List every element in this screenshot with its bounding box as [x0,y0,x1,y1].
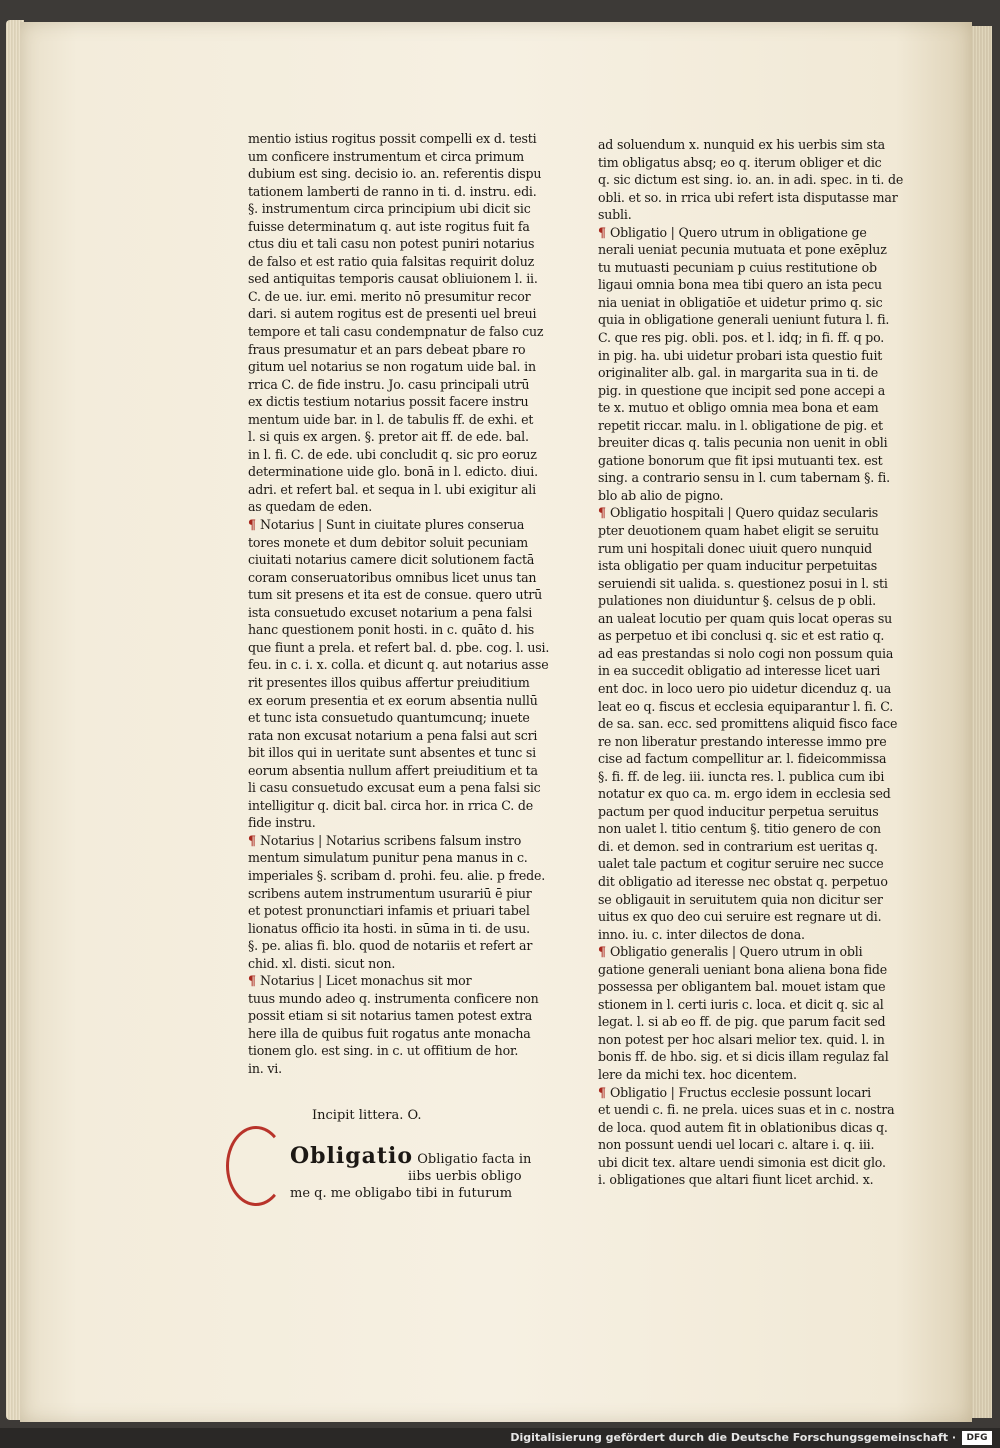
text-line: q. sic dictum est sing. io. an. in adi. spec. in ti. de [598,172,904,188]
opening-text-1: Obligatio facta in [417,1152,532,1167]
rubric-pilcrow: ¶ [598,1084,610,1100]
text-line: non ualet l. titio centum §. titio genero de con [598,821,881,837]
line-text: Obligatio | Fructus ecclesie possunt locari [610,1084,871,1100]
text-line: mentio istius rogitus possit compelli ex d. testi [248,131,537,146]
text-line: se obligauit in seruitutem quia non dicitur ser [598,891,883,907]
rubric-pilcrow: ¶ [248,517,260,533]
text-line: dari. si autem rogitus est de presenti uel breui [248,306,537,322]
text-line: uitus ex quo deo cui seruire est regnare ut di. [598,909,882,925]
text-line: rit presentes illos quibus affertur preiuditium [248,674,530,690]
text-line: notatur ex quo ca. m. ergo idem in ecclesia sed [598,786,891,802]
left-text-column [248,130,550,1078]
text-line: eorum absentia nullum affert preiuditium et ta [248,762,538,778]
text-line: et uendi c. fi. ne prela. uices suas et in c. nostra [598,1102,895,1118]
text-line: tempore et tali casu condempnatur de falso cuz [248,324,544,340]
text-line [598,943,888,961]
text-line: gitum uel notarius se non rogatum uide bal. in [248,359,536,375]
text-line: et tunc ista consuetudo quantumcunq; inuete [248,710,530,726]
line-text: Notarius | Licet monachus sit mor [260,973,472,989]
text-line: as quedam de eden. [248,499,373,515]
text-line: ad eas prestandas si nolo cogi non possum quia [598,645,894,661]
text-line: pactum per quod inducitur perpetua seruitus [598,803,879,819]
incipit-heading [312,1108,422,1123]
text-line: intelligitur q. dicit bal. circa hor. in rrica C. de [248,797,534,813]
text-line: determinatione uide glo. bonā in l. edicto. diui. [248,464,538,480]
rubric-pilcrow: ¶ [248,832,260,848]
text-line: §. instrumentum circa principium ubi dicit sic [248,201,531,217]
text-line: stionem in l. certi iuris c. loca. et dicit q. sic al [598,996,884,1012]
text-line: pig. in questione que incipit sed pone accepi a [598,382,886,398]
footer-credit: Digitalisierung gefördert durch die Deutsche Forschungsgemeinschaft · [510,1431,956,1444]
opening-word: Obligatio [290,1143,414,1169]
text-line: rata non excusat notarium a pena falsi aut scri [248,727,538,743]
text-line: ista consuetudo excuset notarium a pena falsi [248,604,533,620]
text-line: blo ab alio de pigno. [598,487,724,503]
text-line: repetit riccar. malu. in l. obligatione de pig. et [598,417,883,433]
text-line: ctus diu et tali casu non potest puniri notarius [248,236,535,252]
text-line: fide instru. [248,815,316,831]
text-line: C. de ue. iur. emi. merito nō presumitur recor [248,288,531,304]
text-line: ualet tale pactum et cogitur seruire nec succe [598,856,884,872]
text-line: non potest per hoc alsari melior tex. quid. l. in [598,1031,885,1047]
text-line [248,972,538,990]
text-line: l. si quis ex argen. §. pretor ait ff. de ede. bal. [248,429,529,445]
text-line: an ualeat locutio per quam quis locat operas su [598,610,893,626]
text-line [248,832,538,850]
text-line [598,1084,888,1102]
text-line: ex dictis testium notarius possit facere instru [248,394,529,410]
text-line: chid. xl. disti. sicut non. [248,955,396,971]
text-line: tationem lamberti de ranno in ti. d. instru. edi. [248,183,537,199]
text-line: non possunt uendi uel locari c. altare i. q. iii. [598,1137,875,1153]
text-line: fuisse determinatum q. aut iste rogitus fuit fa [248,218,530,234]
rubric-pilcrow: ¶ [598,224,610,240]
text-line: fraus presumatur et an pars debeat pbare ro [248,341,526,357]
incipit-text: Incipit littera. O. [312,1108,422,1123]
text-line: §. pe. alias fi. blo. quod de notariis et refert ar [248,938,533,954]
text-line: quia in obligatione generali ueniunt futura l. fi. [598,312,890,328]
text-line: nerali ueniat pecunia mutuata et pone exēpluz [598,242,887,258]
text-line: here illa de quibus fuit rogatus ante monacha [248,1025,531,1041]
text-line: subli. [598,207,632,223]
text-line: in pig. ha. ubi uidetur probari ista questio fuit [598,347,883,363]
text-line: que fiunt a prela. et refert bal. d. pbe. cog. l. usi. [248,639,550,655]
text-line: scribens autem instrumentum usurariū ē piur [248,885,532,901]
text-line: gatione generali ueniant bona aliena bona fide [598,961,888,977]
dfg-logo-icon: DFG [962,1431,992,1445]
text-line: bit illos qui in ueritate sunt absentes et tunc si [248,745,537,761]
text-line: ad soluendum x. nunquid ex his uerbis sim sta [598,137,885,152]
text-line: rrica C. de fide instru. Jo. casu principali utrū [248,376,530,392]
text-line [248,516,538,534]
text-line: coram conseruatoribus omnibus licet unus tan [248,569,537,585]
text-line: tim obligatus absq; eo q. iterum obliger et dic [598,154,882,170]
text-line: sed antiquitas temporis causat obliuionem l. ii. [248,271,538,287]
text-line: ista obligatio per quam inducitur perpetuitas [598,558,878,574]
text-line: li casu consuetudo excusat eum a pena falsi sic [248,780,541,796]
line-text: Obligatio hospitali | Quero quidaz secularis [610,505,879,521]
text-line: lionatus officio ita hosti. in sūma in ti. de usu. [248,920,530,936]
text-line: mentum uide bar. in l. de tabulis ff. de exhi. et [248,411,534,427]
text-line: tu mutuasti pecuniam p cuius restitutione ob [598,259,877,275]
right-text-column [598,136,904,1189]
text-line: de falso et est ratio quia falsitas requirit doluz [248,253,535,269]
text-line: gatione bonorum que fit ipsi mutuanti tex. est [598,452,883,468]
text-line: hanc questionem ponit hosti. in c. quāto d. his [248,622,534,638]
text-line: i. obligationes que altari fiunt licet archid. x. [598,1172,874,1188]
text-line: dubium est sing. decisio io. an. referentis dispu [248,166,542,182]
opening-paragraph [290,1143,532,1202]
text-line: as perpetuo et ibi conclusi q. sic et est ratio q. [598,628,885,644]
text-line: ligaui omnia bona mea tibi quero an ista pecu [598,277,882,293]
text-line: tuus mundo adeo q. instrumenta conficere non [248,990,539,1006]
text-line: nia ueniat in obligatiōe et uidetur primo q. sic [598,294,883,310]
text-line: et potest pronunctiari infamis et priuari tabel [248,903,530,919]
text-line: in ea succedit obligatio ad interesse licet uari [598,663,881,679]
text-line [598,504,888,522]
book-page-edges-right [972,26,992,1418]
text-line: ciuitati notarius camere dicit solutionem factā [248,552,535,568]
text-line: possessa per obligantem bal. mouet istam que [598,979,886,995]
text-line: rum uni hospitali donec uiuit quero nunquid [598,540,873,556]
text-line: ex eorum presentia et ex eorum absentia nullū [248,692,538,708]
text-line: cise ad factum compellitur ar. l. fideicommissa [598,751,887,767]
rubric-pilcrow: ¶ [248,973,260,989]
text-line: tores monete et dum debitor soluit pecuniam [248,534,529,550]
text-line: adri. et refert bal. et sequa in l. ubi exigitur ali [248,481,536,497]
text-line: feu. in c. i. x. colla. et dicunt q. aut notarius asse [248,657,549,673]
text-line: sing. a contrario sensu in l. cum tabernam §. fi. [598,470,890,486]
text-line: legat. l. si ab eo ff. de pig. que parum facit sed [598,1014,886,1030]
text-line: possit etiam si sit notarius tamen potest extra [248,1008,533,1024]
text-line: bonis ff. de hbo. sig. et si dicis illam regulaz fal [598,1049,889,1065]
text-line: originaliter alb. gal. in margarita sua in ti. de [598,365,878,381]
text-line: breuiter dicas q. talis pecunia non uenit in obli [598,435,888,451]
text-line: pter deuotionem quam habet eligit se seruitu [598,523,879,539]
text-line: seruiendi sit ualida. s. questionez posui in l. sti [598,575,888,591]
opening-line-3: me q. me obligabo tibi in futurum [290,1186,513,1201]
footer-bar [0,1428,1000,1448]
text-line: di. et demon. sed in contrarium est ueritas q. [598,838,878,854]
text-line: um conficere instrumentum et circa primum [248,148,524,164]
text-line: pulationes non diuiduntur §. celsus de p obli. [598,593,876,609]
rubric-pilcrow: ¶ [598,944,610,960]
line-text: Obligatio | Quero utrum in obligatione ge [610,224,867,240]
text-line: obli. et so. in rrica ubi refert ista disputasse mar [598,189,898,205]
line-text: Notarius | Sunt in ciuitate plures conserua [260,517,525,533]
text-line: de sa. san. ecc. sed promittens aliquid fisco face [598,716,898,732]
text-line: §. fi. ff. de leg. iii. iuncta res. l. publica cum ibi [598,768,885,784]
text-line [598,224,888,242]
text-line: inno. iu. c. inter dilectos de dona. [598,926,805,942]
text-line: dit obligatio ad iteresse nec obstat q. perpetuo [598,873,888,889]
decorated-initial-o [226,1126,286,1206]
text-line: re non liberatur prestando interesse immo pre [598,733,887,749]
text-line: in l. fi. C. de ede. ubi concludit q. sic pro eoruz [248,446,537,462]
line-text: Notarius | Notarius scribens falsum instro [260,832,522,848]
opening-line-2: iibs uerbis obligo [408,1169,522,1184]
text-line: mentum simulatum punitur pena manus in c. [248,850,528,866]
opening-line-1 [290,1143,532,1169]
text-line: imperiales §. scribam d. prohi. feu. alie. p frede. [248,867,546,883]
text-line: lere da michi tex. hoc dicentem. [598,1066,797,1082]
text-line: ent doc. in loco uero pio uidetur dicenduz q. ua [598,680,892,696]
text-line: C. que res pig. obli. pos. et l. idq; in fi. ff. q po. [598,330,885,346]
text-line: tum sit presens et ita est de consue. quero utrū [248,587,543,603]
text-line: tionem glo. est sing. in c. ut offitium de hor. [248,1043,519,1059]
text-line: te x. mutuo et obligo omnia mea bona et eam [598,400,879,416]
text-line: leat eo q. fiscus et ecclesia equiparantur l. fi. C. [598,698,894,714]
text-line: de loca. quod autem fit in oblationibus dicas q. [598,1119,888,1135]
rubric-pilcrow: ¶ [598,505,610,521]
text-line: in. vi. [248,1060,282,1076]
line-text: Obligatio generalis | Quero utrum in obli [610,944,863,960]
text-line: ubi dicit tex. altare uendi simonia est dicit glo. [598,1154,886,1170]
